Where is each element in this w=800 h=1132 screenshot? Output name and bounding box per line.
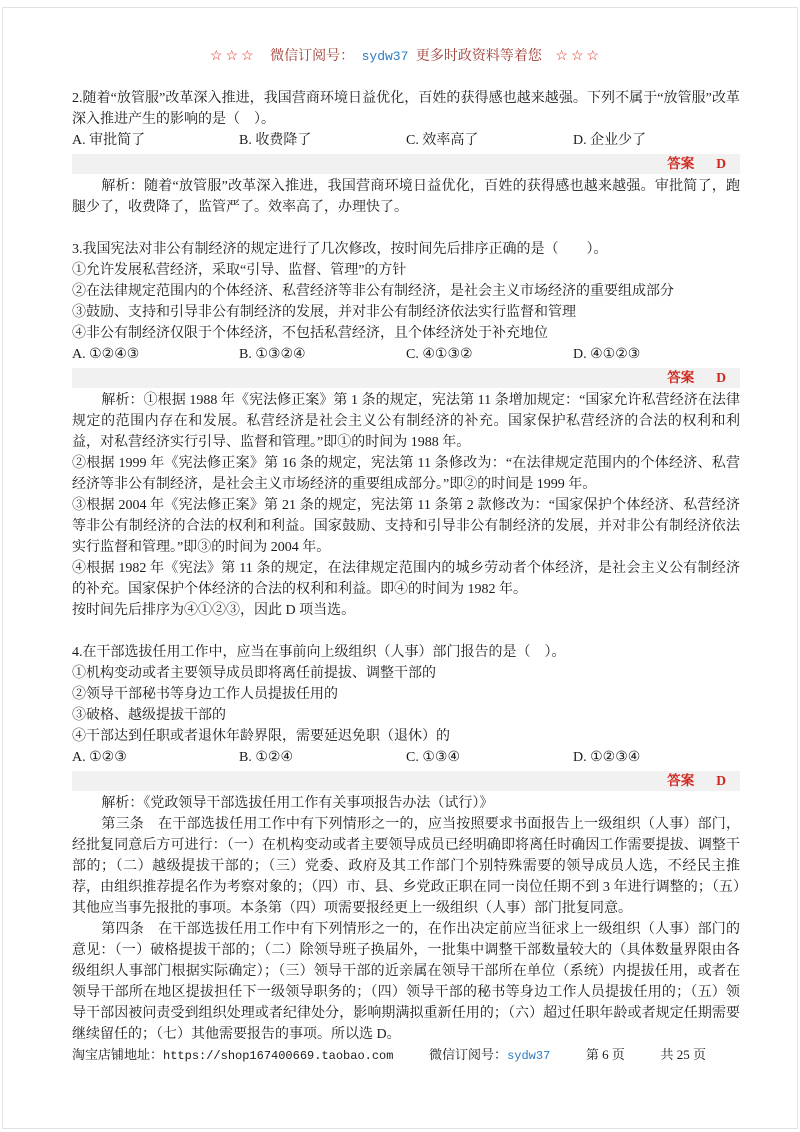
question-4 (72, 642, 740, 1045)
shop-url: https://shop167400669.taobao.com (163, 1049, 394, 1063)
answer-label: 答案 (667, 156, 695, 171)
question-sub-item: ③破格、越级提拔干部的 (72, 708, 226, 723)
wechat-footer (429, 1044, 550, 1063)
stars-right-icon: ☆☆☆ (555, 49, 603, 64)
shop-label: 淘宝店铺地址： (72, 1047, 164, 1062)
question-2 (72, 88, 740, 218)
option-b: B. ①②④ (239, 750, 293, 765)
answer-bar (72, 771, 740, 791)
analysis-paragraph: 解析：随着“放管服”改革深入推进，我国营商环境日益优化，百姓的获得感也越来越强。审批简了，跑腿少了，收费降了，监管严了。效率高了，办理快了。 (72, 179, 740, 215)
analysis-paragraph: 按时间先后排序为④①②③，因此 D 项当选。 (72, 603, 356, 618)
answer-bar (72, 154, 740, 174)
question-stem: 4.在干部选拔任用工作中，应当在事前向上级组织（人事）部门报告的是（ ）。 (72, 645, 566, 660)
options-row (72, 130, 740, 151)
option-c: C. 效率高了 (406, 133, 479, 148)
answer-label: 答案 (667, 773, 695, 788)
options-row (72, 344, 740, 365)
question-sub-item: ③鼓励、支持和引导非公有制经济的发展，并对非公有制经济依法实行监督和管理 (72, 305, 576, 320)
analysis-paragraph: 第三条 在干部选拔任用工作中有下列情形之一的，应当按照要求书面报告上一级组织（人事）部门，经批复同意后方可进行：（一）在机构变动或者主要领导成员已经明确即将离任时确因工作需要提拔、调整干部的；（二）越级提拔干部的；（三）党委、政府及其工作部门个别特殊需要的领导成员人选，不经民主推荐，由组织推荐提名作为考察对象的；（四）市、县、乡党政正职在同一岗位任期不到 3 年进行调整的；（五）其他应当事先报批的事项。本条第（四）项需要报经更上一级组织（人事）部门批复同意。 (72, 817, 740, 916)
page-header (72, 46, 740, 67)
option-c: C. ④①③② (406, 347, 473, 362)
question-sub-item: ④非公有制经济仅限于个体经济，不包括私营经济，且个体经济处于补充地位 (72, 326, 548, 341)
answer-value: D (716, 370, 726, 385)
answer-value: D (716, 773, 726, 788)
option-a: A. 审批简了 (72, 133, 146, 148)
answer-value: D (716, 156, 726, 171)
question-sub-item: ②在法律规定范围内的个体经济、私营经济等非公有制经济，是社会主义市场经济的重要组成部分 (72, 284, 674, 299)
question-sub-item: ④干部达到任职或者退休年龄界限，需要延迟免职（退休）的 (72, 729, 450, 744)
page-total: 共 25 页 (660, 1047, 706, 1062)
answer-label: 答案 (667, 370, 695, 385)
wechat-label: 微信订阅号： (429, 1047, 508, 1062)
stars-left-icon: ☆☆☆ (209, 49, 257, 64)
question-stem: 2.随着“放管服”改革深入推进，我国营商环境日益优化，百姓的获得感也越来越强。下列不属于“放管服”改革深入推进产生的影响的是（ ）。 (72, 91, 740, 127)
option-d: D. 企业少了 (573, 133, 647, 148)
analysis-paragraph: ②根据 1999 年《宪法修正案》第 16 条的规定，宪法第 11 条修改为：“在法律规定范围内的个体经济、私营经济等非公有制经济，是社会主义市场经济的重要组成部分。”即②的时间是 1999 年。 (72, 456, 740, 492)
option-b: B. 收费降了 (239, 133, 312, 148)
wechat-account: sydw37 (507, 1049, 551, 1063)
shop-address (72, 1044, 393, 1063)
option-b: B. ①③②④ (239, 347, 306, 362)
analysis-paragraph: ④根据 1982 年《宪法》第 11 条的规定，在法律规定范围内的城乡劳动者个体经济，是社会主义公有制经济的补充。国家保护个体经济的合法的权利和利益。即④的时间为 1982 年。 (72, 561, 740, 597)
page-number: 第 6 页 (585, 1047, 625, 1062)
wechat-account: sydw37 (361, 49, 409, 64)
option-a: A. ①②④③ (72, 347, 140, 362)
question-sub-item: ②领导干部秘书等身边工作人员提拔任用的 (72, 687, 338, 702)
answer-bar (72, 368, 740, 388)
analysis-paragraph: 解析：《党政领导干部选拔任用工作有关事项报告办法（试行）》 (101, 796, 494, 811)
question-stem: 3.我国宪法对非公有制经济的规定进行了几次修改，按时间先后排序正确的是（ ）。 (72, 242, 608, 257)
analysis-paragraph: ③根据 2004 年《宪法修正案》第 21 条的规定，宪法第 11 条第 2 款修改为：“国家保护个体经济、私营经济等非公有制经济的合法的权利和利益。国家鼓励、支持和引导非公有制经济的发展，并对非公有制经济依法实行监督和管理。”即③的时间为 2004 年。 (72, 498, 740, 555)
option-c: C. ①③④ (406, 750, 460, 765)
option-a: A. ①②③ (72, 750, 127, 765)
analysis-paragraph: 解析：①根据 1988 年《宪法修正案》第 1 条的规定，宪法第 11 条增加规定：“国家允许私营经济在法律规定的范围内存在和发展。私营经济是社会主义公有制经济的补充。国家保护私营经济的合法的权利和利益，对私营经济实行引导、监督和管理。”即①的时间为 1988 年。 (72, 393, 740, 450)
option-d: D. ①②③④ (573, 750, 641, 765)
wechat-label: 微信订阅号： (270, 49, 355, 64)
question-3 (72, 239, 740, 621)
option-d: D. ④①②③ (573, 347, 641, 362)
question-sub-item: ①允许发展私营经济，采取“引导、监督、管理”的方针 (72, 263, 407, 278)
analysis-paragraph: 第四条 在干部选拔任用工作中有下列情形之一的，在作出决定前应当征求上一级组织（人事）部门的意见：（一）破格提拔干部的；（二）除领导班子换届外，一批集中调整干部数量较大的（具体数量界限由各级组织人事部门根据实际确定）；（三）领导干部的近亲属在领导干部所在单位（系统）内提拔任用，或者在领导干部所在地区提拔担任下一级领导职务的；（四）领导干部的秘书等身边工作人员提拔任用的；（五）领导干部因被问责受到组织处理或者纪律处分，影响期满拟重新任用的；（六）超过任职年龄或者规定任期需要继续留任的；（七）其他需要报告的事项。所以选 D。 (72, 922, 740, 1042)
header-tagline: 更多时政资料等着您 (415, 49, 542, 64)
question-sub-item: ①机构变动或者主要领导成员即将离任前提拔、调整干部的 (72, 666, 436, 681)
page-footer (72, 1044, 740, 1063)
options-row (72, 747, 740, 768)
